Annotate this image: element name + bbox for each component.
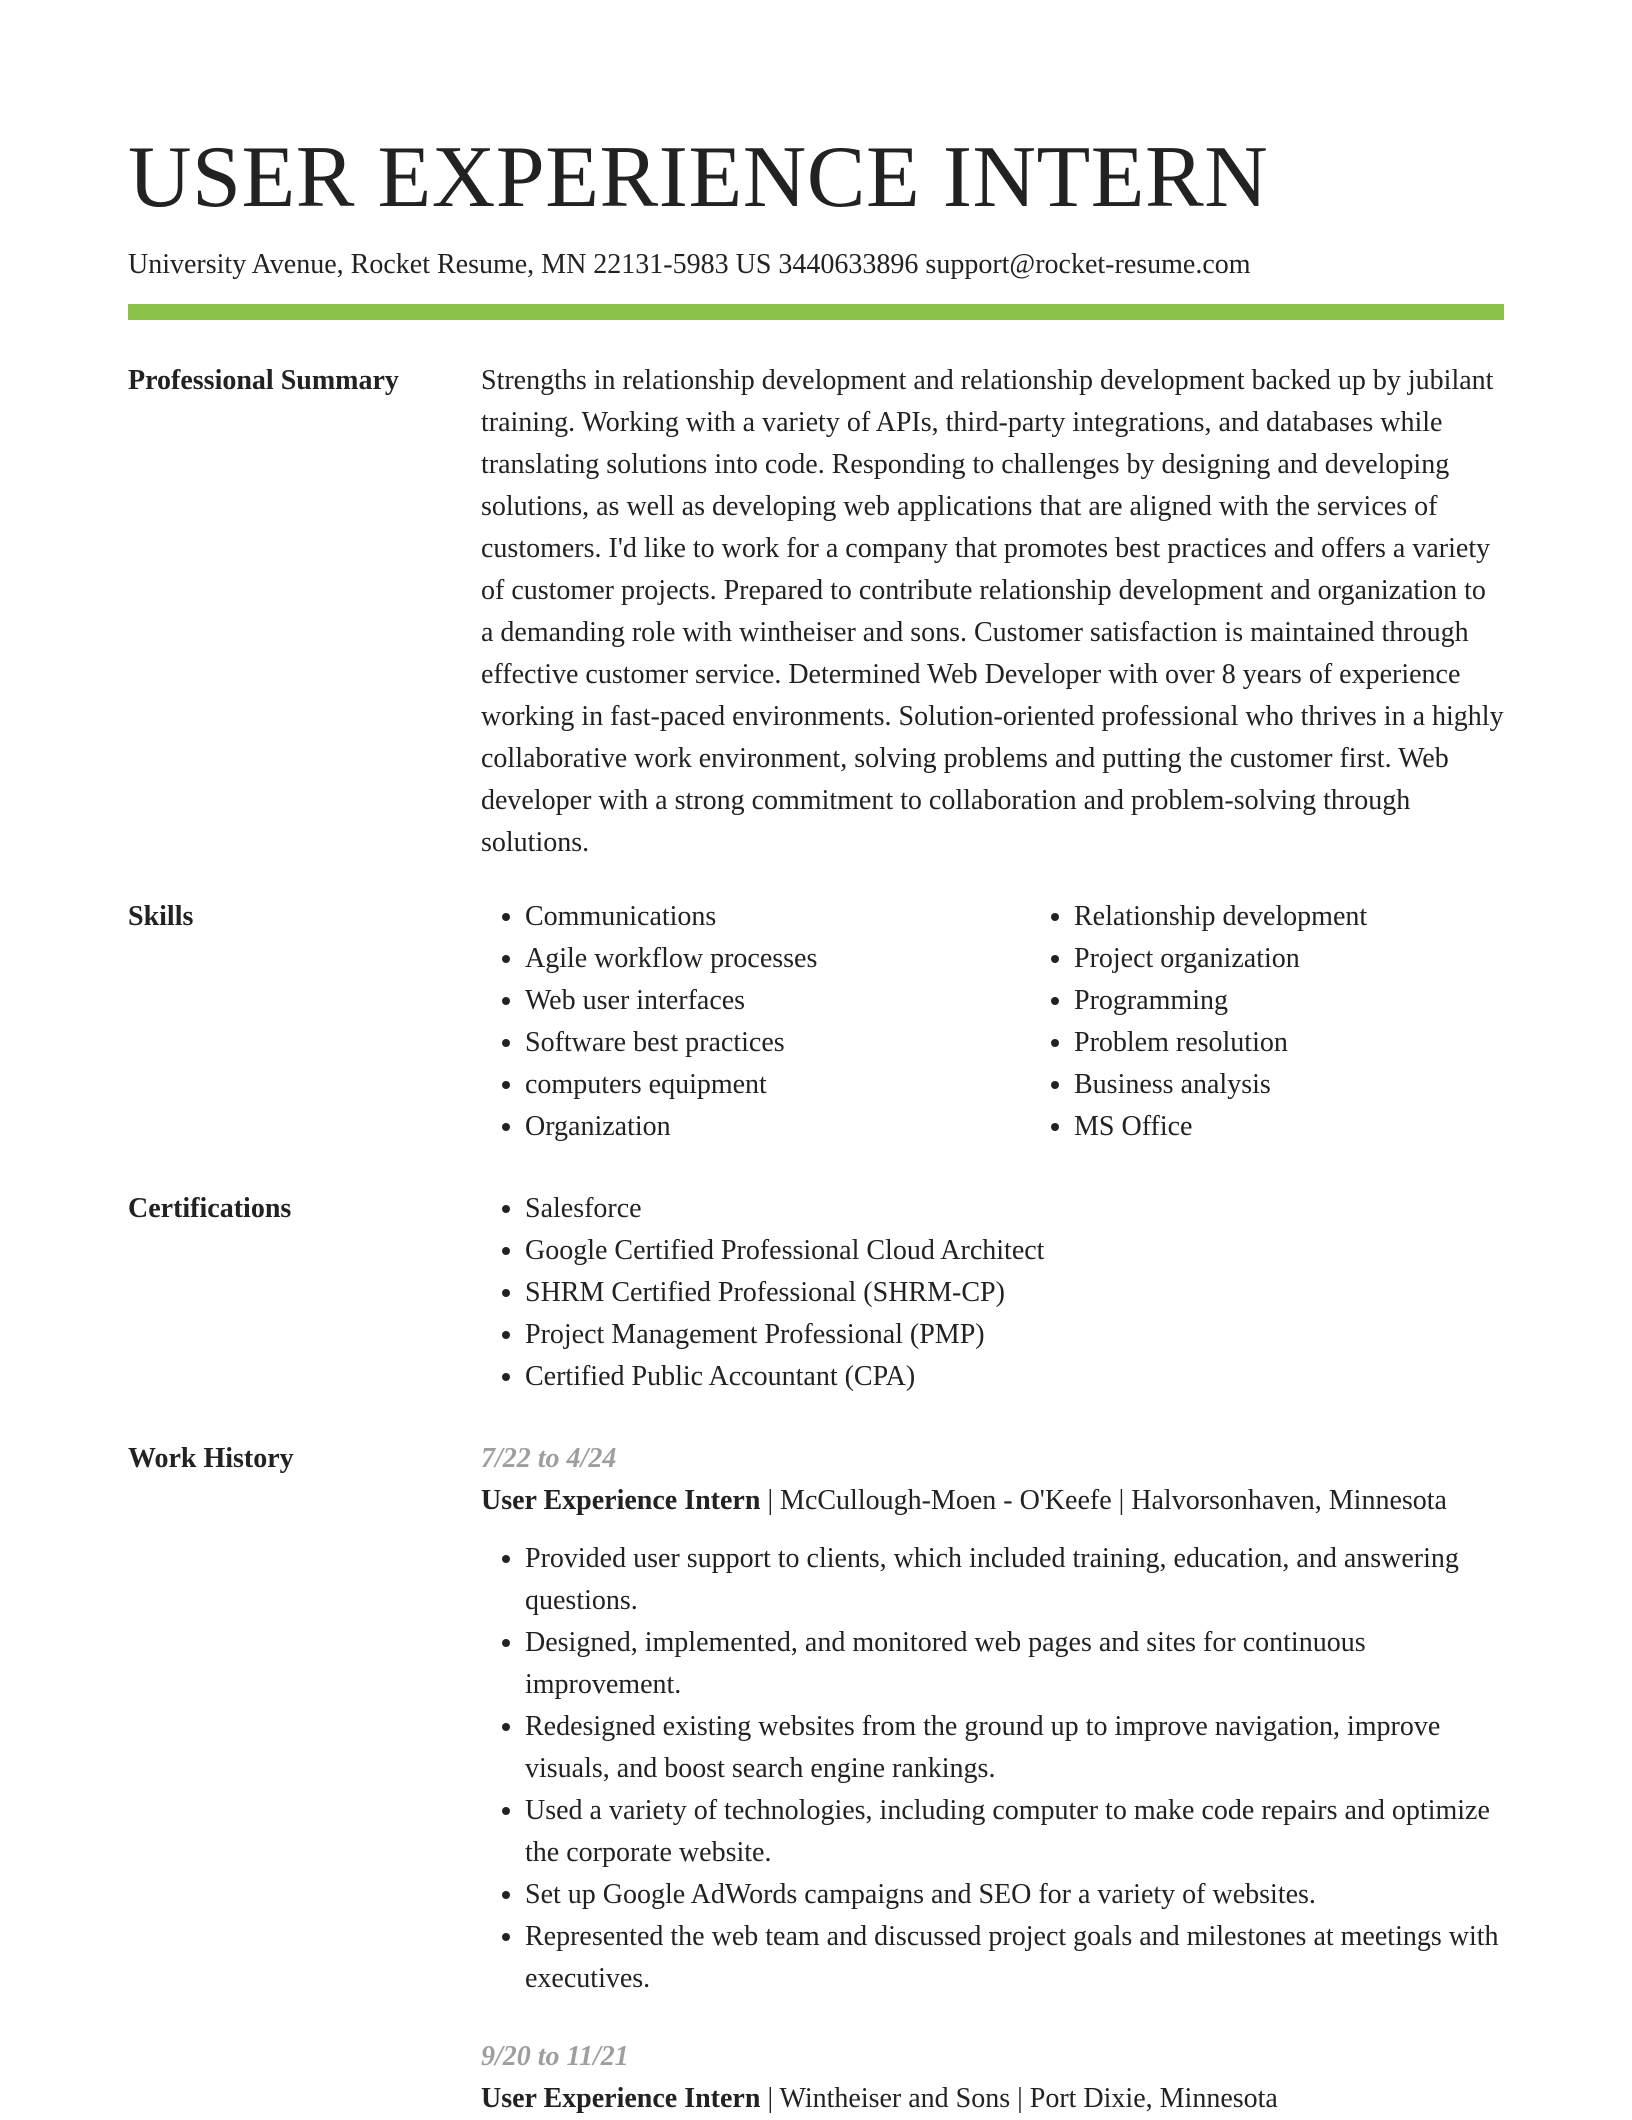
contact-address: University Avenue, Rocket Resume, MN 22131-5983 US xyxy=(128,249,772,280)
contact-phone: 3440633896 xyxy=(778,249,919,280)
list-item: • Relationship development xyxy=(1074,896,1579,938)
list-item: • Designed, implemented, and monitored web pages and sites for continuous improvement. xyxy=(525,1622,1504,1706)
list-item: • Salesforce xyxy=(525,1188,1504,1230)
job-entry xyxy=(481,2036,1504,2120)
list-item: • Google Certified Professional Cloud Architect xyxy=(525,1230,1504,1272)
list-item: • Used a variety of technologies, including computer to make code repairs and optimize the corporate website. xyxy=(525,1790,1504,1874)
skills-list-left xyxy=(481,896,1030,1148)
work-history-body xyxy=(481,1438,1504,2120)
accent-divider xyxy=(128,304,1504,320)
job-title-line xyxy=(481,2078,1504,2120)
summary-label: Professional Summary xyxy=(128,364,399,396)
list-item: • Organization xyxy=(525,1106,1030,1148)
skills-label: Skills xyxy=(128,900,194,932)
resume-name: USER EXPERIENCE INTERN xyxy=(128,129,1269,226)
certifications-body xyxy=(481,1188,1504,1398)
list-item: • Web user interfaces xyxy=(525,980,1030,1022)
contact-line xyxy=(128,248,1504,282)
list-item: • Project Management Professional (PMP) xyxy=(525,1314,1504,1356)
skills-list-right xyxy=(1030,896,1579,1148)
list-item: • Agile workflow processes xyxy=(525,938,1030,980)
job-title: User Experience Intern xyxy=(481,2082,761,2114)
contact-email: support@rocket-resume.com xyxy=(925,249,1251,280)
job-dates: 7/22 to 4/24 xyxy=(481,1442,617,1474)
summary-text: Strengths in relationship development and relationship development backed up by jubilant training. Working with a variety of APIs, third-party integrations, and databases while translating solutions into code. Responding to challenges by designing and developing solutions, as well as developing web applications that are aligned with the services of customers. I'd like to work for a company that promotes best practices and offers a variety of customer projects. Prepared to contribute relationship development and organization to a demanding role with wintheiser and sons. Customer satisfaction is maintained through effective customer service. Determined Web Developer with over 8 years of experience working in fast-paced environments. Solution-oriented professional who thrives in a highly collaborative work environment, solving problems and putting the customer first. Web developer with a strong commitment to collaboration and problem-solving through solutions. xyxy=(481,364,1504,858)
summary-section xyxy=(128,360,1504,864)
certifications-section xyxy=(128,1188,1504,1398)
job-dates: 9/20 to 11/21 xyxy=(481,2040,629,2072)
job-entry xyxy=(481,1438,1504,2000)
list-item: • SHRM Certified Professional (SHRM-CP) xyxy=(525,1272,1504,1314)
list-item: • Set up Google AdWords campaigns and SEO for a variety of websites. xyxy=(525,1874,1504,1916)
list-item: • MS Office xyxy=(1074,1106,1579,1148)
list-item: • Redesigned existing websites from the ground up to improve navigation, improve visuals, and boost search engine rankings. xyxy=(525,1706,1504,1790)
list-item: • Certified Public Accountant (CPA) xyxy=(525,1356,1504,1398)
list-item: • Problem resolution xyxy=(1074,1022,1579,1064)
list-item: • Communications xyxy=(525,896,1030,938)
list-item: • computers equipment xyxy=(525,1064,1030,1106)
list-item: • Project organization xyxy=(1074,938,1579,980)
work-history-section xyxy=(128,1438,1504,2120)
job-bullets xyxy=(481,1538,1504,2000)
work-history-label: Work History xyxy=(128,1442,294,1474)
list-item: • Software best practices xyxy=(525,1022,1030,1064)
list-item: • Programming xyxy=(1074,980,1579,1022)
job-title-line xyxy=(481,1480,1504,1522)
list-item: • Provided user support to clients, which included training, education, and answering questions. xyxy=(525,1538,1504,1622)
certifications-list xyxy=(481,1188,1504,1398)
skills-section xyxy=(128,896,1504,1148)
job-details: | Wintheiser and Sons | Port Dixie, Minnesota xyxy=(760,2082,1278,2114)
list-item: • Represented the web team and discussed project goals and milestones at meetings with executives. xyxy=(525,1916,1504,2000)
job-title: User Experience Intern xyxy=(481,1484,761,1516)
skills-body xyxy=(481,896,1579,1148)
list-item: • Business analysis xyxy=(1074,1064,1579,1106)
summary-body xyxy=(481,360,1504,864)
job-details: | McCullough-Moen - O'Keefe | Halvorsonhaven, Minnesota xyxy=(760,1484,1447,1516)
certifications-label: Certifications xyxy=(128,1192,292,1224)
